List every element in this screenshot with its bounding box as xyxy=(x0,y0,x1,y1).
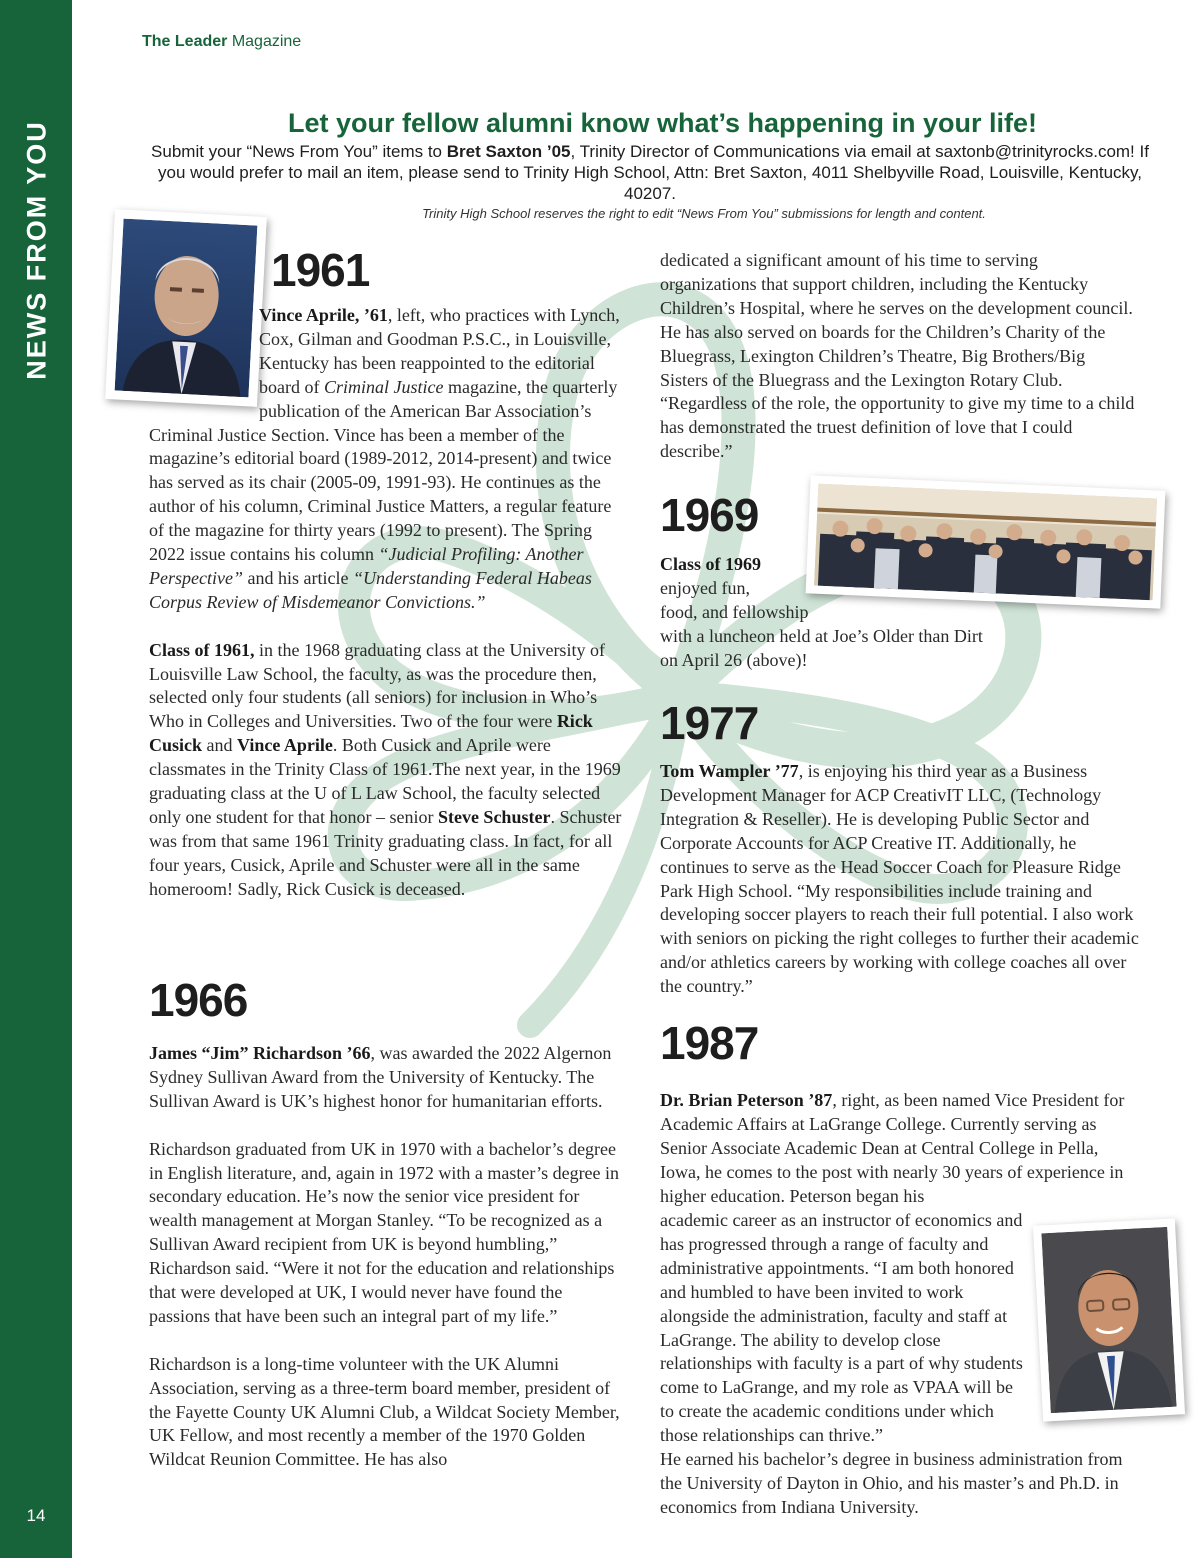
submit-text-pre: Submit your “News From You” items to xyxy=(151,142,447,161)
year-heading-1969: 1969 xyxy=(660,489,759,541)
submit-text-post: , Trinity Director of Communications via email at saxtonb@trinityrocks.com! If you would prefer to mail an item, please send to Trinity High School, Attn: Bret Saxton, 4011 Shelbyville Road, Louisville, Kentucky, 40207. xyxy=(157,142,1149,203)
section-title: NEWS FROM YOU xyxy=(21,120,52,380)
article-title: “Understanding Federal Habeas Corpus Review of Misdemeanor Convictions.” xyxy=(149,567,592,612)
page-number: 14 xyxy=(26,1506,46,1525)
sidebar xyxy=(0,0,72,1558)
article-1966 xyxy=(149,1042,624,1472)
year-heading-1961: 1961 xyxy=(271,244,370,296)
text: . Schuster was from that same 1961 Trinity graduating class. In fact, for all four years, Cusick, Aprile and Schuster were all in the same homeroom! Sadly, Rick Cusick is deceased. xyxy=(149,807,622,899)
magazine-title: Criminal Justice xyxy=(323,376,444,397)
alumni-name: Steve Schuster xyxy=(437,807,551,828)
text: in the 1968 graduating class at the University of Louisville Law School, the faculty, as was the procedure then, selected only four students (all seniors) for inclusion in Who’s Who in Colleges and Universities. Two of the four were xyxy=(149,639,605,732)
text: He earned his bachelor’s degree in business administration from the University of Dayton in Ohio, and his master’s and Ph.D. in economics from Indiana University. xyxy=(660,1449,1123,1517)
text: , left, who practices with Lynch, Cox, Gilman and Goodman P.S.C., in Louisville, Kentucky has been reappointed to the editorial board of xyxy=(259,305,620,397)
article-1987 xyxy=(660,1089,1140,1209)
masthead xyxy=(142,33,301,51)
article-1961 xyxy=(149,304,624,902)
portrait-image xyxy=(1041,1227,1176,1413)
article-1987-wrap-text xyxy=(660,1209,1025,1448)
alumni-name: Dr. Brian Peterson ’87 xyxy=(660,1090,833,1110)
article-1969-paragraph xyxy=(660,553,1040,673)
article-1977 xyxy=(660,760,1140,999)
text: , is enjoying his third year as a Business Development Manager for ACP CreativIT LLC, (Technology Integration & Reseller). He is developing Public Sector and Corporate Accounts for ACP Creative IT. Additionally, he continues to serve as the Head Soccer Coach for Pleasure Ridge Park High School. “My responsibilities include training and developing soccer players to reach their full potential. I also work with seniors on picking the right colleges to further their academic and/or athletics careers by working with college coaches all over the country.” xyxy=(660,761,1139,997)
alumni-name: Vince Aprile xyxy=(237,735,333,756)
class-name: Class of 1969 xyxy=(660,554,762,574)
text: academic career as an instructor of economics and has progressed through a range of faculty and administrative appointments. “I am both honored and humbled to have been invited to work alongside the administration, faculty and staff at LaGrange. The ability to develop close relationships with faculty is a part of why students come to LaGrange, and my role as VPAA will be to create the academic conditions under which those relationships can thrive.” xyxy=(660,1210,1023,1446)
article-1961-paragraph-1 xyxy=(149,304,624,615)
text: enjoyed fun, xyxy=(660,577,750,598)
alumni-name: Class of 1961, xyxy=(149,639,255,660)
text: with a luncheon held at Joe’s Older than Dirt xyxy=(660,625,983,646)
article-1961-paragraph-2 xyxy=(149,639,624,902)
article-1987-closing xyxy=(660,1448,1140,1520)
article-1969 xyxy=(660,553,1040,673)
disclaimer: Trinity High School reserves the right to edit “News From You” submissions for length and content. xyxy=(422,206,986,221)
text: , was awarded the 2022 Algernon Sydney Sullivan Award from the University of Kentucky. The Sullivan Award is UK’s highest honor for humanitarian efforts. xyxy=(149,1043,612,1111)
year-heading-1987: 1987 xyxy=(660,1017,759,1069)
article-1987-paragraph-end xyxy=(660,1448,1140,1520)
masthead-name: Magazine xyxy=(231,33,302,50)
text: on April 26 (above)! xyxy=(660,649,808,670)
portrait-brian-peterson xyxy=(1033,1218,1185,1421)
article-1987-paragraph-intro xyxy=(660,1089,1140,1209)
text: magazine, the quarterly publication of the American Bar Association’s Criminal Justice Section. Vince has been a member of the magazine’s editorial board (1989-2012, 2014-present) and twice has served as its chair (2005-09, 1991-93). He continues as the author of his column, Criminal Justice Matters, a regular feature of the magazine for thirty years (1992 to present). The Spring 2022 issue contains his column xyxy=(149,376,618,565)
page-headline: Let your fellow alumni know what’s happening in your life! xyxy=(287,108,1038,138)
article-1966-paragraph-3: Richardson is a long-time volunteer with the UK Alumni Association, serving as a three-term board member, president of the Fayette County UK Alumni Club, a Wildcat Society Member, UK Fellow, and most recently a member of the 1970 Golden Wildcat Reunion Committee. He has also xyxy=(149,1353,620,1470)
alumni-name: James “Jim” Richardson ’66 xyxy=(149,1043,371,1063)
article-1966-paragraph-1 xyxy=(149,1042,624,1114)
alumni-name: Tom Wampler ’77 xyxy=(660,761,799,781)
text: and his article xyxy=(242,567,353,588)
text: and xyxy=(202,735,238,756)
article-1966-continued: dedicated a significant amount of his time to serving organizations that support children, including the Kentucky Children’s Hospital, where he serves on the development council. He has also served on boards for the Children’s Charity of the Bluegrass, Lexington Children’s Theatre, Big Brothers/Big Sisters of the Bluegrass and the Lexington Rotary Club. “Regardless of the role, the opportunity to give my time to a child has demonstrated the truest definition of love that I could describe.” xyxy=(660,250,1135,462)
masthead-brand: The Leader xyxy=(142,33,228,50)
submission-instructions xyxy=(150,141,1150,204)
contact-name: Bret Saxton ’05 xyxy=(446,142,571,161)
article-1977-paragraph xyxy=(660,760,1140,999)
year-heading-1966: 1966 xyxy=(149,974,248,1026)
text: , right, as been named Vice President for Academic Affairs at LaGrange College. Currently serving as Senior Associate Academic Dean at Central College in Pella, Iowa, he comes to the post with nearly 30 years of experience in higher education. Peterson began his xyxy=(660,1090,1125,1206)
alumni-name: Rick Cusick xyxy=(149,711,593,756)
article-1987-paragraph-quote xyxy=(660,1209,1025,1448)
text: . Both Cusick and Aprile were classmates in the Trinity Class of 1961.The next year, in the 1969 graduating class at the U of L Law School, the faculty selected only one student for that honor – senior xyxy=(149,735,621,828)
alumni-name: Vince Aprile, ’61 xyxy=(259,305,388,325)
year-heading-1977: 1977 xyxy=(660,697,759,749)
column-title: “Judicial Profiling: Another Perspective” xyxy=(149,544,584,588)
text: food, and fellowship xyxy=(660,601,809,622)
article-1966-paragraph-2: Richardson graduated from UK in 1970 with a bachelor’s degree in English literature, and, again in 1972 with a master’s degree in secondary education. He’s now the senior vice president for wealth management at Morgan Stanley. “To be recognized as a Sullivan Award recipient from UK is beyond humbling,” Richardson said. “Were it not for the education and relationships that were developed at UK, I would never have found the passions that have been such an integral part of my life.” xyxy=(149,1138,620,1326)
photo-wrap-spacer xyxy=(149,304,259,424)
